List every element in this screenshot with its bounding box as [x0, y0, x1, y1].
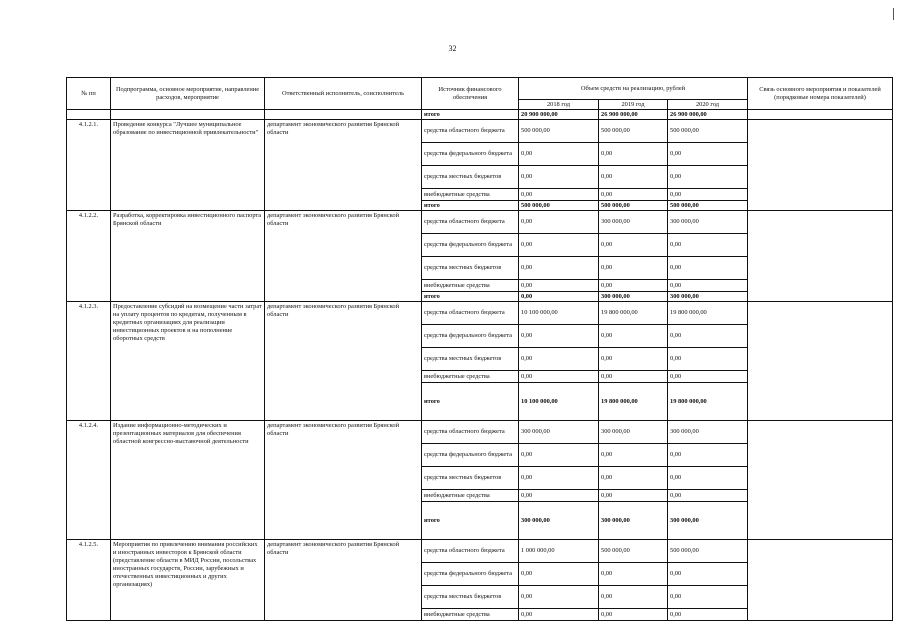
value-cell: 0,00 [519, 292, 599, 302]
table-row [67, 302, 893, 325]
table-row [67, 211, 893, 234]
value-cell: 0,00 [599, 371, 668, 383]
header-source: Источник финансового обеспечения [422, 78, 519, 110]
row-executor: департамент экономического развития Брянской области [265, 421, 422, 540]
value-cell: 0,00 [519, 143, 599, 166]
source-cell: средства федерального бюджета [422, 563, 519, 586]
value-cell: 0,00 [519, 490, 599, 502]
value-cell: 0,00 [519, 325, 599, 348]
header-volume: Объем средств на реализацию, рублей [519, 78, 748, 100]
value-cell: 500 000,00 [668, 540, 748, 563]
value-cell: 20 900 000,00 [519, 110, 599, 120]
value-cell: 19 800 000,00 [599, 302, 668, 325]
value-cell: 0,00 [668, 467, 748, 490]
source-cell: средства областного бюджета [422, 421, 519, 444]
value-cell: 0,00 [599, 490, 668, 502]
value-cell: 0,00 [599, 143, 668, 166]
row-number: 4.1.2.3. [67, 302, 111, 421]
value-cell: 0,00 [668, 143, 748, 166]
source-cell: средства областного бюджета [422, 540, 519, 563]
value-cell: 300 000,00 [668, 292, 748, 302]
value-cell: 500 000,00 [668, 201, 748, 211]
value-cell: 300 000,00 [599, 502, 668, 540]
row-description: Проведение конкурса "Лучшее муниципальное образование по инвестиционной привлекательности" [111, 120, 265, 211]
source-cell: внебюджетные средства [422, 371, 519, 383]
value-cell: 0,00 [668, 348, 748, 371]
cell-empty [67, 110, 111, 120]
row-description: Мероприятия по привлечению внимания российских и иностранных инвесторов к Брянской области (представление области в МИД России, посольствах иностранных государств, России, зарубежных и отечественных инвестиционных и других организациях) [111, 540, 265, 621]
value-cell: 300 000,00 [599, 421, 668, 444]
source-cell: средства федерального бюджета [422, 234, 519, 257]
cell-empty [111, 110, 265, 120]
value-cell: 0,00 [519, 166, 599, 189]
value-cell: 300 000,00 [668, 211, 748, 234]
value-cell: 500 000,00 [599, 120, 668, 143]
value-cell: 10 100 000,00 [519, 383, 599, 421]
value-cell: 0,00 [668, 609, 748, 621]
value-cell: 0,00 [519, 586, 599, 609]
value-cell: 0,00 [519, 348, 599, 371]
link-cell [748, 211, 893, 302]
value-cell: 0,00 [668, 166, 748, 189]
table-row-top-total [67, 110, 893, 120]
source-cell: средства местных бюджетов [422, 257, 519, 280]
value-cell: 0,00 [599, 348, 668, 371]
value-cell: 0,00 [519, 371, 599, 383]
row-number: 4.1.2.1. [67, 120, 111, 211]
value-cell: 0,00 [519, 444, 599, 467]
value-cell: 26 900 000,00 [668, 110, 748, 120]
value-cell: 300 000,00 [599, 292, 668, 302]
source-cell: внебюджетные средства [422, 189, 519, 201]
source-cell: средства областного бюджета [422, 211, 519, 234]
value-cell: 500 000,00 [668, 120, 748, 143]
source-cell: итого [422, 383, 519, 421]
header-program: Подпрограмма, основное мероприятие, направление расходов, мероприятие [111, 78, 265, 110]
cell-empty [265, 110, 422, 120]
value-cell: 0,00 [668, 257, 748, 280]
value-cell: 0,00 [519, 280, 599, 292]
value-cell: 1 000 000,00 [519, 540, 599, 563]
source-cell: средства местных бюджетов [422, 467, 519, 490]
source-cell: итого [422, 502, 519, 540]
value-cell: 0,00 [599, 467, 668, 490]
cell-empty [748, 110, 893, 120]
value-cell: 0,00 [519, 211, 599, 234]
value-cell: 0,00 [599, 234, 668, 257]
value-cell: 0,00 [599, 166, 668, 189]
value-cell: 0,00 [599, 189, 668, 201]
header-executor: Ответственный исполнитель, соисполнитель [265, 78, 422, 110]
value-cell: 500 000,00 [519, 201, 599, 211]
value-cell: 300 000,00 [668, 502, 748, 540]
edge-mark [893, 8, 894, 20]
source-cell: итого [422, 292, 519, 302]
value-cell: 0,00 [668, 189, 748, 201]
value-cell: 300 000,00 [668, 421, 748, 444]
source-cell: итого [422, 110, 519, 120]
value-cell: 0,00 [668, 325, 748, 348]
link-cell [748, 120, 893, 211]
value-cell: 0,00 [599, 280, 668, 292]
row-number: 4.1.2.5. [67, 540, 111, 621]
source-cell: средства местных бюджетов [422, 586, 519, 609]
value-cell: 500 000,00 [519, 120, 599, 143]
value-cell: 0,00 [668, 586, 748, 609]
value-cell: 10 100 000,00 [519, 302, 599, 325]
header-2018: 2018 год [519, 100, 599, 110]
header-2020: 2020 год [668, 100, 748, 110]
value-cell: 300 000,00 [519, 502, 599, 540]
financing-table [66, 77, 893, 621]
value-cell: 0,00 [668, 563, 748, 586]
source-cell: средства федерального бюджета [422, 444, 519, 467]
value-cell: 26 900 000,00 [599, 110, 668, 120]
value-cell: 0,00 [599, 563, 668, 586]
value-cell: 0,00 [599, 609, 668, 621]
value-cell: 0,00 [599, 444, 668, 467]
value-cell: 0,00 [668, 444, 748, 467]
value-cell: 0,00 [668, 371, 748, 383]
value-cell: 500 000,00 [599, 201, 668, 211]
value-cell: 0,00 [519, 189, 599, 201]
value-cell: 0,00 [519, 609, 599, 621]
source-cell: внебюджетные средства [422, 490, 519, 502]
row-executor: департамент экономического развития Брянской области [265, 302, 422, 421]
source-cell: внебюджетные средства [422, 609, 519, 621]
link-cell [748, 302, 893, 421]
table-row [67, 120, 893, 143]
value-cell: 19 800 000,00 [599, 383, 668, 421]
value-cell: 500 000,00 [599, 540, 668, 563]
value-cell: 0,00 [519, 563, 599, 586]
page-number: 32 [448, 44, 457, 53]
value-cell: 19 800 000,00 [668, 302, 748, 325]
value-cell: 300 000,00 [519, 421, 599, 444]
row-description: Предоставление субсидий на возмещение части затрат на уплату процентов по кредитам, полученным в кредитных организациях для реализации инвестиционных проектов и на пополнение оборотных средств [111, 302, 265, 421]
row-number: 4.1.2.4. [67, 421, 111, 540]
row-executor: департамент экономического развития Брянской области [265, 211, 422, 302]
row-executor: департамент экономического развития Брянской области [265, 120, 422, 211]
value-cell: 0,00 [519, 234, 599, 257]
table-row [67, 421, 893, 444]
source-cell: средства областного бюджета [422, 120, 519, 143]
source-cell: средства местных бюджетов [422, 348, 519, 371]
source-cell: средства федерального бюджета [422, 325, 519, 348]
table-row [67, 540, 893, 563]
value-cell: 0,00 [599, 325, 668, 348]
value-cell: 0,00 [599, 586, 668, 609]
value-cell: 19 800 000,00 [668, 383, 748, 421]
header-link: Связь основного мероприятия и показателей (порядковые номера показателей) [748, 78, 893, 110]
value-cell: 0,00 [668, 234, 748, 257]
row-number: 4.1.2.2. [67, 211, 111, 302]
source-cell: итого [422, 201, 519, 211]
value-cell: 0,00 [668, 280, 748, 292]
link-cell [748, 540, 893, 621]
source-cell: средства областного бюджета [422, 302, 519, 325]
value-cell: 0,00 [599, 257, 668, 280]
row-description: Издание информационно-методических и презентационных материалов для обеспечения областной конгрессно-выставочной деятельности [111, 421, 265, 540]
row-description: Разработка, корректировка инвестиционного паспорта Брянской области [111, 211, 265, 302]
header-num: № пп [67, 78, 111, 110]
value-cell: 300 000,00 [599, 211, 668, 234]
value-cell: 0,00 [668, 490, 748, 502]
value-cell: 0,00 [519, 257, 599, 280]
header-2019: 2019 год [599, 100, 668, 110]
source-cell: внебюджетные средства [422, 280, 519, 292]
value-cell: 0,00 [519, 467, 599, 490]
row-executor: департамент экономического развития Брянской области [265, 540, 422, 621]
link-cell [748, 421, 893, 540]
source-cell: средства местных бюджетов [422, 166, 519, 189]
source-cell: средства федерального бюджета [422, 143, 519, 166]
